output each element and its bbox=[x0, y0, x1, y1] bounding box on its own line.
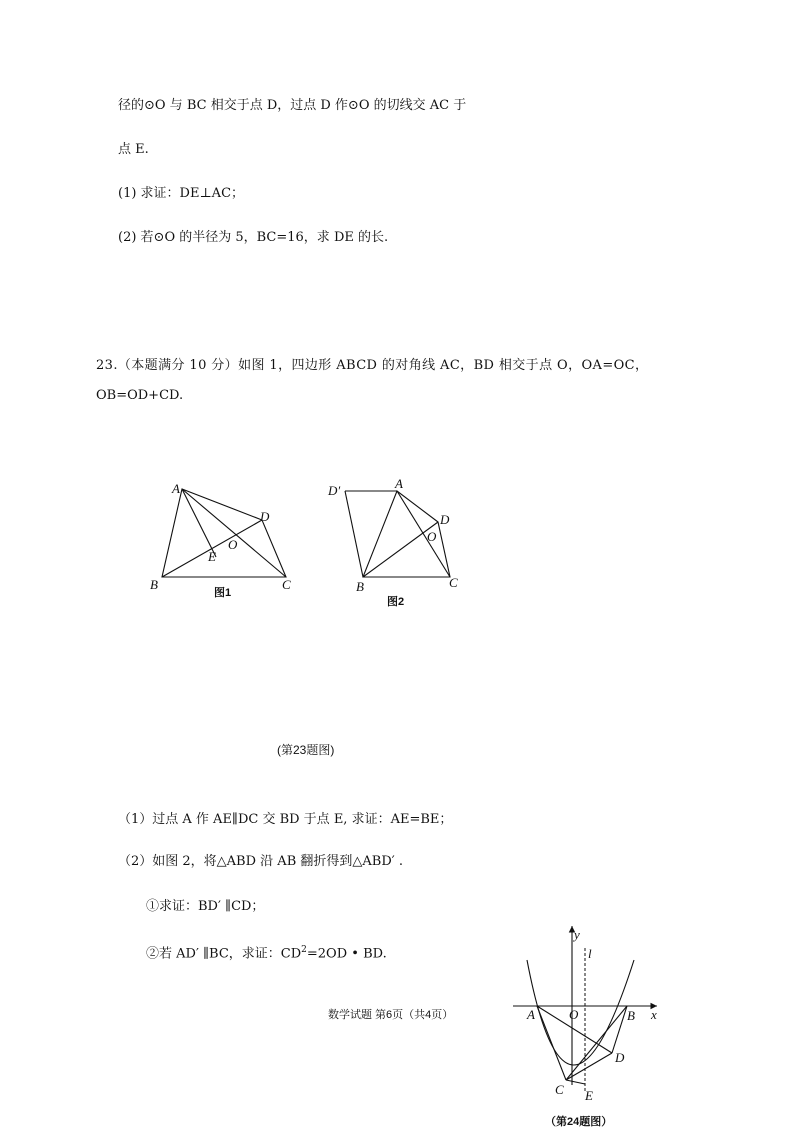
fig1-label-o: O bbox=[228, 537, 238, 552]
figure-24 bbox=[505, 920, 670, 1130]
fig2-label-a: A bbox=[395, 476, 403, 491]
fig2-quadrilateral bbox=[363, 491, 450, 577]
fig24-label-l: l bbox=[588, 946, 592, 961]
q22-part1: (1) 求证：DE⊥AC； bbox=[118, 186, 245, 201]
q22-line2: 点 E. bbox=[118, 142, 149, 157]
fig2-segment-bd-prime bbox=[345, 491, 363, 577]
q23-header2: OB=OD+CD. bbox=[96, 388, 184, 403]
fig1-label-d: D bbox=[260, 509, 270, 524]
q23-sub2 bbox=[146, 940, 387, 964]
fig2-diagonal-ac bbox=[397, 491, 450, 577]
segment-ce bbox=[566, 1080, 585, 1084]
fig2-label-d-prime: D′ bbox=[328, 483, 341, 498]
q22-part2: (2) 若⊙O 的半径为 5，BC=16，求 DE 的长. bbox=[118, 230, 389, 245]
fig24-label-c: C bbox=[555, 1082, 564, 1097]
fig24-label-e: E bbox=[585, 1088, 593, 1103]
fig24-label-o: O bbox=[569, 1007, 579, 1022]
fig2-caption: 图2 bbox=[387, 596, 405, 608]
page-footer: 数学试题 第6页（共4页） bbox=[328, 1009, 454, 1021]
fig1-label-c: C bbox=[282, 577, 291, 592]
fig24-label-b: B bbox=[627, 1008, 635, 1023]
fig1-segment-ae bbox=[182, 489, 216, 557]
fig1-label-a: A bbox=[172, 481, 180, 496]
fig24-caption: （第24题图） bbox=[545, 1116, 613, 1128]
fig1-quadrilateral bbox=[162, 489, 286, 577]
q23-sub2-pre: ②若 AD′ ∥BC，求证：CD bbox=[146, 946, 302, 962]
fig2-label-b: B bbox=[356, 579, 364, 594]
q23-part2: （2）如图 2，将△ABD 沿 AB 翻折得到△ABD′ . bbox=[118, 854, 403, 869]
fig1-diagonal-ac bbox=[182, 489, 286, 577]
figure-1 bbox=[140, 475, 310, 605]
q22-line1: 径的⊙O 与 BC 相交于点 D，过点 D 作⊙O 的切线交 AC 于 bbox=[118, 98, 467, 113]
fig2-label-d: D bbox=[440, 512, 450, 527]
q23-sub2-post: =2OD • BD. bbox=[306, 946, 387, 962]
q23-sub2-sup: 2 bbox=[301, 945, 307, 955]
fig1-label-e: E bbox=[208, 549, 216, 564]
fig2-label-o: O bbox=[427, 529, 437, 544]
q23-header: 23.（本题满分 10 分）如图 1，四边形 ABCD 的对角线 AC，BD 相交于点 O，OA=OC， bbox=[96, 358, 649, 373]
fig24-label-d: D bbox=[615, 1050, 625, 1065]
fig24-label-x: x bbox=[651, 1007, 657, 1022]
fig24-label-y: y bbox=[574, 927, 580, 942]
figure-2 bbox=[325, 475, 475, 615]
fig1-label-b: B bbox=[150, 577, 158, 592]
q23-part1: （1）过点 A 作 AE∥DC 交 BD 于点 E, 求证：AE=BE； bbox=[118, 812, 453, 827]
fig2-label-c: C bbox=[449, 575, 458, 590]
fig1-caption: 图1 bbox=[214, 587, 232, 599]
q23-sub1: ①求证：BD′ ∥CD； bbox=[146, 899, 265, 914]
segment-ac bbox=[537, 1006, 566, 1080]
fig24-label-a: A bbox=[527, 1007, 535, 1022]
q23-figure-caption: (第23题图) bbox=[277, 743, 335, 757]
